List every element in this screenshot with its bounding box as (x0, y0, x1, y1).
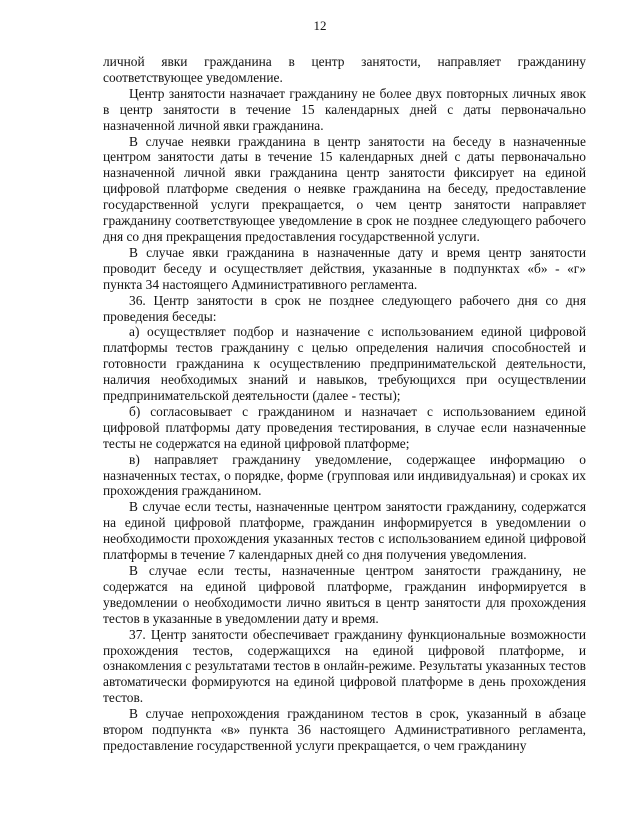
paragraph-clause-37: 37. Центр занятости обеспечивает гражданину функциональные возможности прохождения тестов, содержащихся на единой цифровой платформе, и ознакомления с результатами тестов в онлайн-режиме. Результаты указанных тестов автоматически формируются на единой цифровой платформе в день прохождения тестов. (103, 626, 586, 706)
paragraph-repeat-appointments: Центр занятости назначает гражданину не более двух повторных личных явок в центр занятости в течение 15 календарных дней с даты первоначально назначенной личной явки гражданина. (103, 85, 586, 133)
paragraph-continuation: личной явки гражданина в центр занятости, направляет гражданину соответствующее уведомление. (103, 54, 586, 85)
paragraph-clause-36-a: а) осуществляет подбор и назначение с использованием единой цифровой платформы тестов гражданину с целью определения наличия способностей и готовности гражданина к осуществлению предпринимательской деятельности, наличия необходимых знаний и навыков, требующихся при осуществлении предпринимательской деятельности (далее - тесты); (103, 324, 586, 404)
paragraph-clause-36-v: в) направляет гражданину уведомление, содержащее информацию о назначенных тестах, о порядке, форме (групповая или индивидуальная) и сроках их прохождения гражданином. (103, 451, 586, 499)
paragraph-attendance: В случае явки гражданина в назначенные дату и время центр занятости проводит беседу и осуществляет действия, указанные в подпунктах «б» - «г» пункта 34 настоящего Административного регламента. (103, 244, 586, 292)
paragraph-tests-not-on-platform: В случае если тесты, назначенные центром занятости гражданину, не содержатся на единой цифровой платформе, гражданин информируется в уведомлении о необходимости лично явиться в центр занятости для прохождения тестов в указанные в уведомлении дату и время. (103, 563, 586, 626)
paragraph-clause-36: 36. Центр занятости в срок не позднее следующего рабочего дня со дня проведения беседы: (103, 292, 586, 324)
paragraph-tests-not-passed: В случае непрохождения гражданином тестов в срок, указанный в абзаце втором подпункта «в» пункта 36 настоящего Административного регламента, предоставление государственной услуги прекращается, о чем гражданину (103, 706, 586, 753)
paragraph-clause-36-b: б) согласовывает с гражданином и назначает с использованием единой цифровой платформы дату проведения тестирования, в случае если назначенные тесты не содержатся на единой цифровой платформе; (103, 403, 586, 451)
page-number: 12 (313, 18, 327, 33)
document-body (103, 54, 586, 754)
paragraph-no-show: В случае неявки гражданина в центр занятости на беседу в назначенные центром занятости даты в течение 15 календарных дней с даты первоначально назначенной личной явки гражданина центр занятости фиксирует на единой цифровой платформе сведения о неявке гражданина на беседу, предоставление государственной услуги прекращается, о чем центр занятости направляет гражданину соответствующее уведомление в срок не позднее следующего рабочего дня со дня прекращения предоставления государственной услуги. (103, 133, 586, 244)
paragraph-tests-on-platform: В случае если тесты, назначенные центром занятости гражданину, содержатся на единой цифровой платформе, гражданин информируется в уведомлении о необходимости прохождения указанных тестов с использованием единой цифровой платформы в течение 7 календарных дней со дня получения уведомления. (103, 499, 586, 563)
